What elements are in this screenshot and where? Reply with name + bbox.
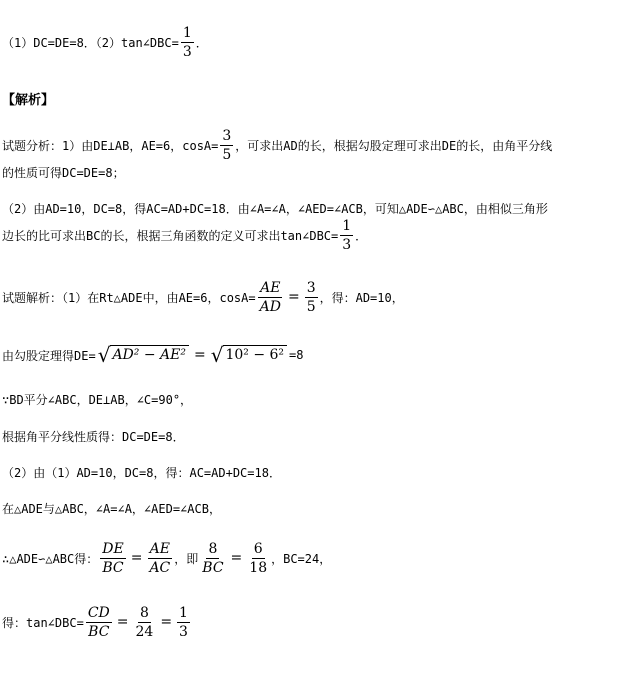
solution-fraction [258, 280, 283, 315]
section-title: 【解析】 [2, 92, 55, 108]
analysis-fraction [340, 218, 353, 253]
solution-text: ∴△ADE∽△ABC得： [2, 551, 99, 566]
solution-fraction [100, 541, 125, 576]
solution-fraction [305, 280, 318, 315]
fraction-numerator: 6 [253, 540, 263, 557]
solution-line-1 [2, 279, 404, 315]
solution-fraction [177, 605, 190, 640]
equals-sign: = [130, 550, 143, 566]
analysis-line-2 [2, 160, 125, 184]
solution-line-4 [2, 424, 185, 448]
solution-text: ，BC=24， [271, 551, 332, 566]
answer-line [2, 24, 208, 60]
fraction-denominator: 5 [222, 146, 232, 163]
solution-fraction [200, 541, 225, 576]
solution-line-2 [2, 343, 303, 367]
solution-text: =8 [289, 348, 304, 362]
analysis-line-3 [2, 196, 548, 220]
fraction-numerator: 1 [179, 604, 188, 621]
solution-fraction [147, 541, 172, 576]
radicand: 10² − 6² [223, 345, 287, 365]
solution-text: ，即 [174, 551, 199, 566]
solution-text: ，得：AD=10， [319, 290, 404, 305]
fraction-denominator: BC [202, 559, 224, 576]
fraction-denominator: 3 [182, 43, 192, 60]
equals-sign: = [230, 550, 243, 566]
solution-text: 试题解析：（1）在Rt△ADE中，由AE=6，cosA= [2, 290, 256, 305]
solution-text: 根据角平分线性质得：DC=DE=8． [2, 429, 185, 444]
solution-text: （2）由（1）AD=10，DC=8，得：AC=AD+DC=18． [2, 465, 281, 480]
solution-text: 由勾股定理得DE= [2, 348, 96, 363]
analysis-text: ． [355, 228, 368, 243]
answer-fraction [181, 25, 194, 60]
fraction-denominator: 18 [249, 559, 268, 576]
analysis-line-1 [2, 127, 553, 163]
fraction-numerator: 3 [222, 127, 232, 144]
solution-text: 在△ADE与△ABC，∠A=∠A，∠AED=∠ACB， [2, 501, 221, 516]
equals-sign: = [193, 347, 206, 363]
solution-text: 得：tan∠DBC= [2, 615, 84, 630]
square-root [211, 345, 287, 365]
fraction-numerator: 8 [208, 540, 218, 557]
answer-end: ． [195, 35, 208, 50]
analysis-fraction [220, 128, 233, 163]
fraction-numerator: 3 [306, 279, 316, 296]
fraction-denominator: BC [88, 623, 110, 640]
analysis-text: ，可求出AD的长，根据勾股定理可求出DE的长，由角平分线 [235, 138, 553, 153]
equals-sign: = [287, 289, 300, 305]
fraction-denominator: AC [149, 559, 171, 576]
equals-sign: = [160, 614, 173, 630]
solution-fraction [133, 605, 155, 640]
equals-sign: = [116, 614, 129, 630]
solution-line-5 [2, 460, 281, 484]
fraction-numerator: DE [102, 540, 124, 557]
fraction-numerator: 1 [182, 24, 192, 41]
analysis-text: 的性质可得DC=DE=8； [2, 165, 125, 180]
fraction-numerator: AE [260, 279, 281, 296]
analysis-line-4 [2, 217, 368, 253]
radicand: AD² − AE² [110, 345, 189, 365]
fraction-denominator: 3 [342, 236, 352, 253]
analysis-text: 边长的比可求出BC的长，根据三角函数的定义可求出tan∠DBC= [2, 228, 339, 243]
solution-fraction [86, 605, 112, 640]
fraction-numerator: AE [149, 540, 171, 557]
fraction-denominator: BC [102, 559, 124, 576]
fraction-numerator: 1 [342, 217, 352, 234]
solution-line-8 [2, 604, 192, 640]
fraction-numerator: CD [87, 604, 110, 621]
fraction-numerator: 8 [139, 604, 149, 621]
radical-sign: √ [97, 343, 111, 367]
solution-fraction [247, 541, 269, 576]
solution-line-6 [2, 496, 221, 520]
square-root [98, 345, 189, 365]
radical-sign: √ [210, 343, 224, 367]
solution-line-7 [2, 540, 332, 576]
fraction-denominator: 5 [306, 298, 316, 315]
fraction-denominator: AD [259, 298, 281, 315]
fraction-denominator: 24 [135, 623, 154, 640]
answer-text: （1）DC=DE=8．（2）tan∠DBC= [2, 35, 179, 50]
analysis-text: 试题分析：1）由DE⊥AB，AE=6，cosA= [2, 138, 219, 153]
analysis-text: （2）由AD=10，DC=8，得AC=AD+DC=18．由∠A=∠A，∠AED=∠ACB，可知△ADE∽△ABC，由相似三角形 [2, 201, 548, 216]
solution-text: ∵BD平分∠ABC，DE⊥AB，∠C=90°， [2, 392, 193, 407]
section-heading [2, 86, 54, 110]
solution-line-3 [2, 387, 192, 411]
fraction-denominator: 3 [179, 623, 188, 640]
